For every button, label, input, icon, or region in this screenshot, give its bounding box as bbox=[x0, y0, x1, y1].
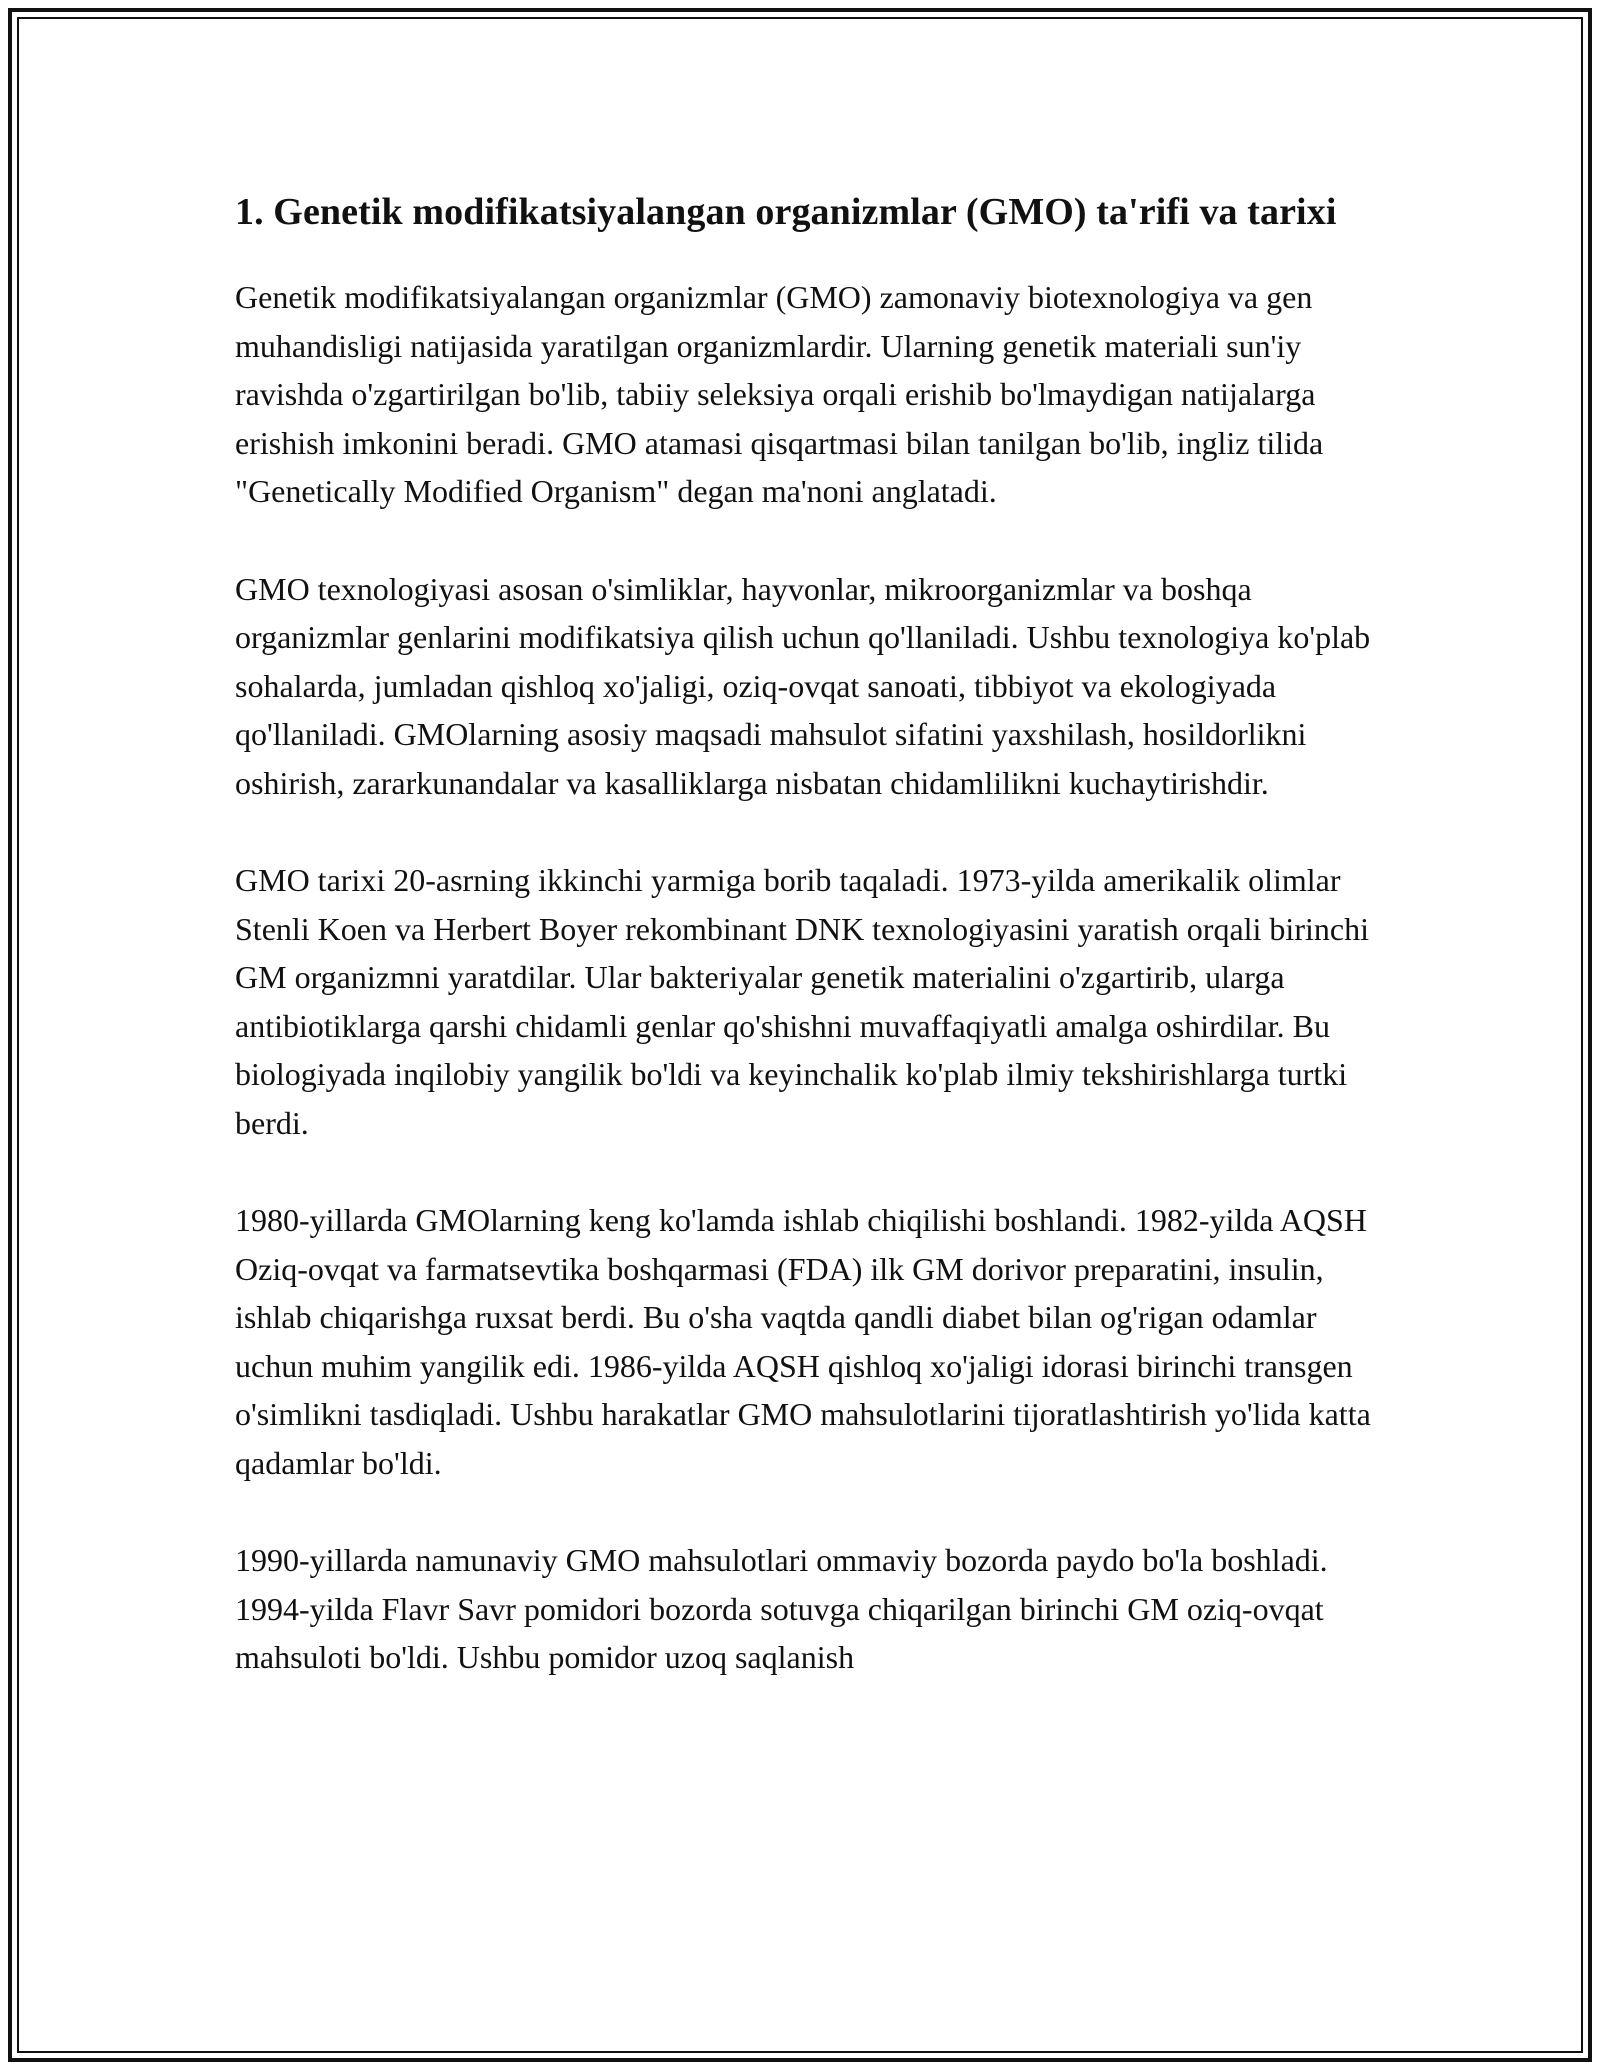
document-page bbox=[235, 186, 1375, 1731]
section-heading: 1. Genetik modifikatsiyalangan organizmlar (GMO) ta'rifi va tarixi bbox=[235, 191, 1337, 233]
paragraph-history-1990s: 1990-yillarda namunaviy GMO mahsulotlari ommaviy bozorda paydo bo'la boshladi. 1994-yilda Flavr Savr pomidori bozorda sotuvga chiqarilgan birinchi GM oziq-ovqat mahsuloti bo'ldi. Ushbu pomidor uzoq saqlanish bbox=[235, 1542, 1328, 1675]
paragraph-applications: GMO texnologiyasi asosan o'simliklar, hayvonlar, mikroorganizmlar va boshqa organizmlar genlarini modifikatsiya qilish uchun qo'llaniladi. Ushbu texnologiya ko'plab sohalarda, jumladan qishloq xo'jaligi, oziq-ovqat sanoati, tibbiyot va ekologiyada qo'llaniladi. GMOlarning asosiy maqsadi mahsulot sifatini yaxshilash, hosildorlikni oshirish, zararkunandalar va kasalliklarga nisbatan chidamlilikni kuchaytirishdir. bbox=[235, 570, 1371, 801]
paragraph-definition: Genetik modifikatsiyalangan organizmlar (GMO) zamonaviy biotexnologiya va gen muhandisligi natijasida yaratilgan organizmlardir. Ularning genetik materiali sun'iy ravishda o'zgartirilgan bo'lib, tabiiy seleksiya orqali erishib bo'lmaydigan natijalarga erishish imkonini beradi. GMO atamasi qisqartmasi bilan tanilgan bo'lib, ingliz tilida "Genetically Modified Organism" degan ma'noni anglatadi. bbox=[235, 279, 1324, 509]
paragraph-history-1980s: 1980-yillarda GMOlarning keng ko'lamda ishlab chiqilishi boshlandi. 1982-yilda AQSH Oziq-ovqat va farmatsevtika boshqarmasi (FDA) ilk GM dorivor preparatini, insulin, ishlab chiqarishga ruxsat berdi. Bu o'sha vaqtda qandli diabet bilan og'rigan odamlar uchun muhim yangilik edi. 1986-yilda AQSH qishloq xo'jaligi idorasi birinchi transgen o'simlikni tasdiqladi. Ushbu harakatlar GMO mahsulotlarini tijoratlashtirish yo'lida katta qadamlar bo'ldi. bbox=[235, 1202, 1371, 1481]
paragraph-history-1970s: GMO tarixi 20-asrning ikkinchi yarmiga borib taqaladi. 1973-yilda amerikalik olimlar Stenli Koen va Herbert Boyer rekombinant DNK texnologiyasini yaratish orqali birinchi GM organizmni yaratdilar. Ular bakteriyalar genetik materialini o'zgartirib, ularga antibiotiklarga qarshi chidamli genlar qo'shishni muvaffaqiyatli amalga oshirdilar. Bu biologiyada inqilobiy yangilik bo'ldi va keyinchalik ko'plab ilmiy tekshirishlarga turtki berdi. bbox=[235, 862, 1369, 1141]
